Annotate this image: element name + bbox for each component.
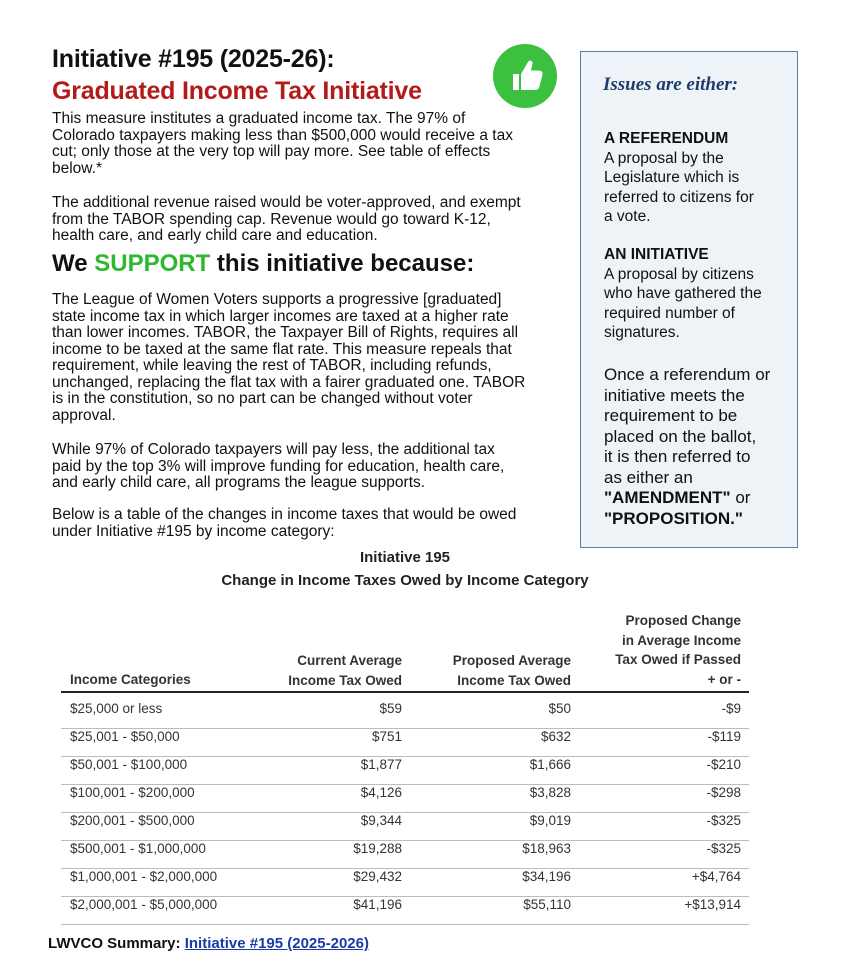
initiative-definition: AN INITIATIVE A proposal by citizens who have gathered the required number of signatures.	[604, 246, 762, 341]
league-paragraph: The League of Women Voters supports a progressive [graduated] state income tax in which larger incomes are taxed at a higher rate than lower incomes. TABOR, the Taxpayer Bill of Rights, requires all income to be taxed at the same flat rate. This measure repeals that requirement, while leaving the rest of TABOR, including refunds, unchanged, replacing the flat tax with a fairer graduated one. TABOR is in the constitution, so no part can be changed without voter approval.	[52, 291, 526, 424]
table-row: $25,000 or less $59 $50 -$9	[61, 690, 749, 729]
table-row: $50,001 - $100,000 $1,877 $1,666 -$210	[61, 746, 749, 785]
sidebar-title: Issues are either:	[603, 74, 739, 95]
page-subtitle: Graduated Income Tax Initiative	[52, 77, 422, 105]
footer-label: LWVCO Summary:	[48, 935, 185, 952]
thumbs-up-icon	[493, 44, 557, 108]
footer	[48, 935, 369, 952]
table-title: Initiative 195	[359, 549, 451, 566]
table-row: $500,001 - $1,000,000 $19,288 $18,963 -$325	[61, 830, 749, 869]
col-header-category: Income Categories	[70, 672, 191, 687]
table-subtitle: Change in Income Taxes Owed by Income Category	[221, 572, 589, 589]
table-intro-paragraph: Below is a table of the changes in income taxes that would be owed under Initiative #195 by income category:	[52, 506, 517, 540]
intro-paragraph: This measure institutes a graduated income tax. The 97% of Colorado taxpayers making less than $500,000 would receive a tax cut; only those at the very top will pay more. See table of effects below.*	[52, 110, 513, 177]
table-row: $100,001 - $200,000 $4,126 $3,828 -$298	[61, 774, 749, 813]
table-row: $2,000,001 - $5,000,000 $41,196 $55,110 +$13,914	[61, 886, 749, 925]
initiative-summary-link[interactable]: Initiative #195 (2025-2026)	[184, 935, 369, 952]
page-title: Initiative #195 (2025-26):	[52, 45, 335, 73]
ballot-referral-note: Once a referendum or initiative meets the requirement to be placed on the ballot, it is then referred to as either an "AMENDMENT" or "PROPOSITION."	[604, 365, 771, 528]
support-heading: We SUPPORT this initiative because:	[52, 250, 475, 277]
taxpayers-paragraph: While 97% of Colorado taxpayers will pay less, the additional tax paid by the top 3% will improve funding for education, health care, and early child care, all programs the league supports.	[52, 441, 505, 491]
referendum-definition: A REFERENDUM A proposal by the Legislature which is referred to citizens for a vote.	[604, 130, 754, 225]
issues-sidebar	[580, 51, 798, 548]
col-header-current: Current Average Income Tax Owed	[288, 653, 402, 688]
revenue-paragraph: The additional revenue raised would be voter-approved, and exempt from the TABOR spending cap. Revenue would go toward K-12, health care, and early child care and education.	[52, 194, 521, 244]
table-row: $25,001 - $50,000 $751 $632 -$119	[61, 718, 749, 757]
table-row: $1,000,001 - $2,000,000 $29,432 $34,196 +$4,764	[61, 858, 749, 897]
col-header-proposed: Proposed Average Income Tax Owed	[452, 653, 571, 688]
table-row: $200,001 - $500,000 $9,344 $9,019 -$325	[61, 802, 749, 841]
col-header-change: Proposed Change in Average Income Tax Owed if Passed + or -	[615, 613, 741, 687]
